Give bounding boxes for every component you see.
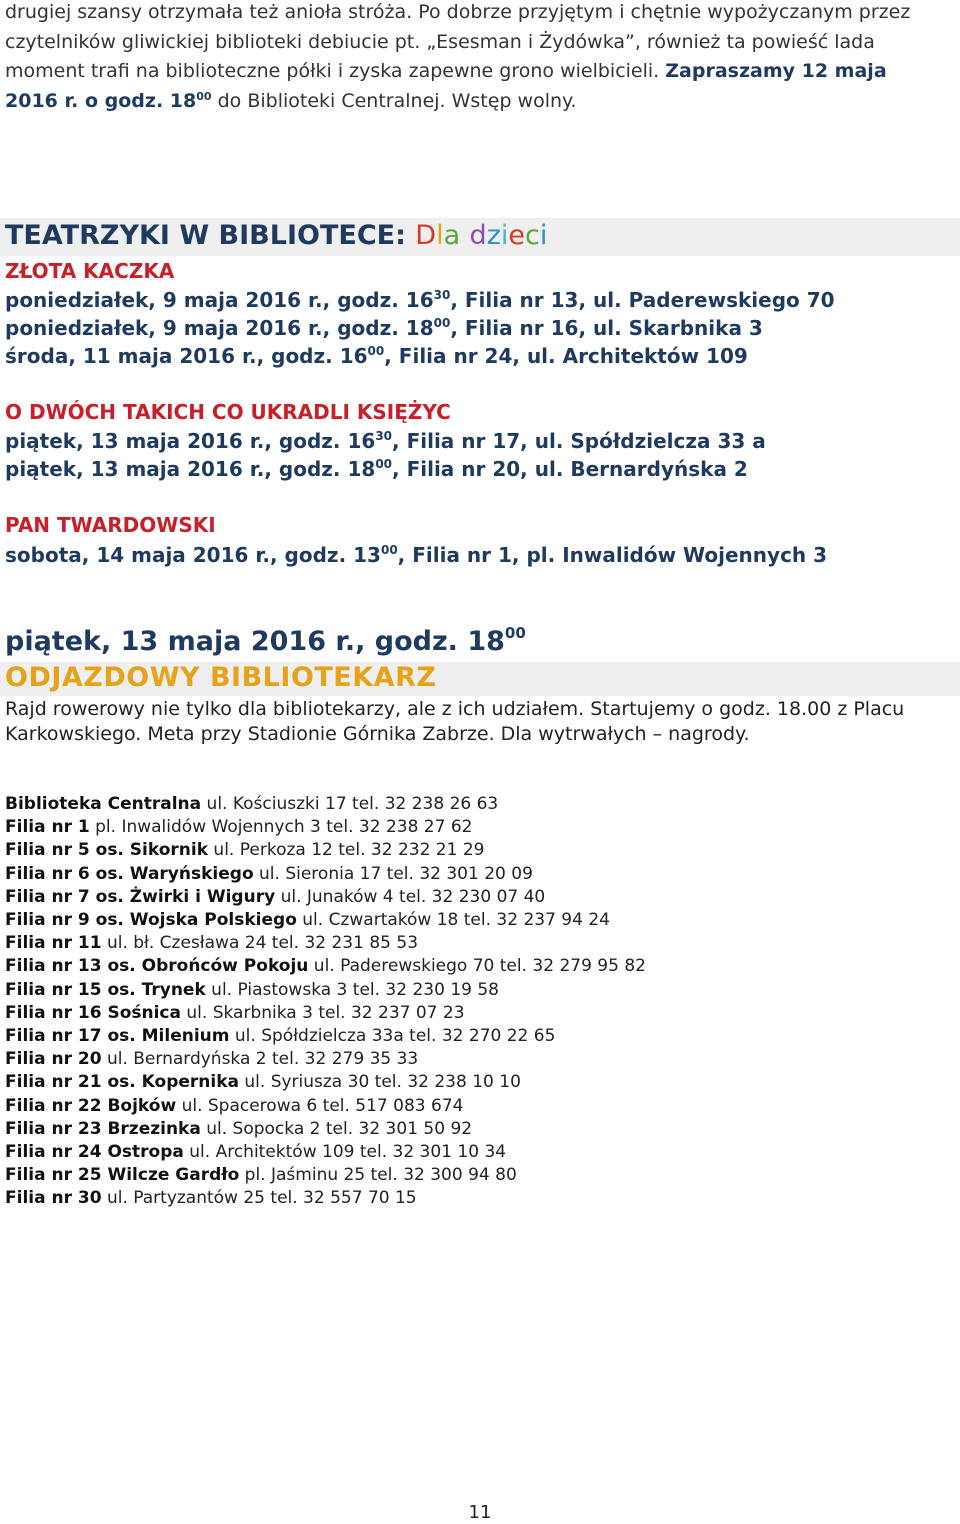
branch-details: ul. Spacerowa 6 tel. 517 083 674 bbox=[176, 1095, 464, 1116]
intro-text: do Biblioteki Centralnej. Wstęp wolny. bbox=[211, 89, 577, 112]
branch-name: Filia nr 9 os. Wojska Polskiego bbox=[5, 910, 297, 931]
address-row bbox=[5, 1095, 646, 1118]
branch-details: ul. Syriusza 30 tel. 32 238 10 10 bbox=[238, 1072, 521, 1093]
play-title: O DWÓCH TAKICH CO UKRADLI KSIĘŻYC bbox=[5, 400, 451, 424]
address-row bbox=[5, 1164, 646, 1187]
section-title-theatre bbox=[5, 220, 547, 251]
colored-letter: a bbox=[443, 220, 461, 251]
colored-letter: l bbox=[436, 220, 444, 251]
event-minutes: 00 bbox=[367, 344, 385, 358]
event-line bbox=[5, 286, 835, 314]
branch-details: ul. Spółdzielcza 33a tel. 32 270 22 65 bbox=[229, 1026, 556, 1047]
branch-name: Filia nr 21 os. Kopernika bbox=[5, 1072, 239, 1093]
branch-name: Filia nr 25 Wilcze Gardło bbox=[5, 1165, 240, 1186]
branch-name: Filia nr 24 Ostropa bbox=[5, 1142, 184, 1163]
colored-letter: D bbox=[415, 220, 437, 251]
address-row bbox=[5, 932, 646, 955]
intro-line bbox=[5, 87, 910, 117]
invitation-time-sup: 00 bbox=[196, 89, 212, 103]
address-row bbox=[5, 1002, 646, 1025]
address-row bbox=[5, 1118, 646, 1141]
branch-details: ul. Bernardyńska 2 tel. 32 279 35 33 bbox=[101, 1049, 419, 1070]
branch-details: ul. Junaków 4 tel. 32 230 07 40 bbox=[275, 886, 546, 907]
branch-details: ul. Paderewskiego 70 tel. 32 279 95 82 bbox=[308, 956, 646, 977]
branch-name: Filia nr 15 os. Trynek bbox=[5, 979, 206, 1000]
address-row bbox=[5, 979, 646, 1002]
branch-details: ul. Sopocka 2 tel. 32 301 50 92 bbox=[200, 1118, 473, 1139]
colored-letter: c bbox=[525, 220, 540, 251]
address-row bbox=[5, 909, 646, 932]
event-minutes: 00 bbox=[433, 316, 451, 330]
colored-letter: d bbox=[469, 220, 487, 251]
address-row bbox=[5, 1187, 646, 1210]
event-venue: , Filia nr 1, pl. Inwalidów Wojennych 3 bbox=[397, 543, 828, 567]
branch-name: Filia nr 20 bbox=[5, 1049, 102, 1070]
colored-letter: i bbox=[539, 220, 548, 251]
branch-details: ul. Piastowska 3 tel. 32 230 19 58 bbox=[205, 979, 499, 1000]
branch-name: Filia nr 16 Sośnica bbox=[5, 1002, 181, 1023]
colored-letter bbox=[460, 220, 469, 251]
rally-date-text: piątek, 13 maja 2016 r., godz. 18 bbox=[5, 626, 505, 657]
rally-description bbox=[5, 697, 904, 747]
rally-date bbox=[5, 626, 526, 657]
event-line bbox=[5, 541, 827, 569]
event-minutes: 00 bbox=[375, 457, 393, 471]
branch-details: ul. Skarbnika 3 tel. 32 237 07 23 bbox=[181, 1002, 465, 1023]
branch-name: Filia nr 13 os. Obrońców Pokoju bbox=[5, 956, 309, 977]
library-address-list bbox=[5, 793, 646, 1211]
address-row bbox=[5, 1071, 646, 1094]
branch-details: ul. Czwartaków 18 tel. 32 237 94 24 bbox=[296, 910, 610, 931]
event-minutes: 00 bbox=[380, 543, 398, 557]
branch-details: ul. Sieronia 17 tel. 32 301 20 09 bbox=[253, 863, 533, 884]
event-line bbox=[5, 455, 748, 483]
rally-desc-line: Karkowskiego. Meta przy Stadionie Górnika Zabrze. Dla wytrwałych – nagrody. bbox=[5, 723, 750, 745]
address-row bbox=[5, 886, 646, 909]
branch-name: Filia nr 7 os. Żwirki i Wigury bbox=[5, 886, 276, 907]
branch-name: Filia nr 30 bbox=[5, 1188, 102, 1209]
event-minutes: 30 bbox=[433, 288, 451, 302]
intro-text: moment trafi na biblioteczne półki i zyska zapewne grono wielbicieli. bbox=[5, 60, 666, 82]
branch-details: ul. Perkoza 12 tel. 32 232 21 29 bbox=[208, 840, 485, 861]
event-date: piątek, 13 maja 2016 r., godz. 18 bbox=[5, 457, 376, 481]
branch-name: Filia nr 23 Brzezinka bbox=[5, 1118, 201, 1139]
branch-name: Filia nr 5 os. Sikornik bbox=[5, 840, 209, 861]
colored-letter: z bbox=[486, 220, 501, 251]
event-line bbox=[5, 314, 763, 342]
rally-time-sup: 00 bbox=[504, 624, 526, 642]
page-number: 11 bbox=[468, 1502, 492, 1523]
branch-name: Biblioteka Centralna bbox=[5, 794, 202, 814]
address-row bbox=[5, 955, 646, 978]
play-title: PAN TWARDOWSKI bbox=[5, 513, 216, 537]
branch-details: ul. bł. Czesława 24 tel. 32 231 85 53 bbox=[101, 933, 419, 954]
address-row bbox=[5, 1141, 646, 1164]
event-venue: , Filia nr 16, ul. Skarbnika 3 bbox=[450, 316, 763, 340]
branch-name: Filia nr 11 bbox=[5, 933, 102, 954]
event-venue: , Filia nr 13, ul. Paderewskiego 70 bbox=[450, 288, 835, 312]
address-row bbox=[5, 1048, 646, 1071]
branch-name: Filia nr 22 Bojków bbox=[5, 1095, 177, 1116]
intro-paragraph bbox=[5, 0, 910, 116]
branch-details: ul. Partyzantów 25 tel. 32 557 70 15 bbox=[101, 1188, 417, 1209]
colored-letter: e bbox=[508, 220, 526, 251]
rally-title: ODJAZDOWY BIBLIOTEKARZ bbox=[5, 662, 437, 693]
colored-letter: i bbox=[500, 220, 509, 251]
event-date: sobota, 14 maja 2016 r., godz. 13 bbox=[5, 543, 381, 567]
intro-line: czytelników gliwickiej biblioteki debiucie pt. „Esesman i Żydówka”, również ta powieść lada bbox=[5, 30, 875, 53]
address-row bbox=[5, 839, 646, 862]
event-line bbox=[5, 427, 766, 455]
branch-details: ul. Kościuszki 17 tel. 32 238 26 63 bbox=[201, 794, 499, 814]
event-line bbox=[5, 342, 748, 370]
branch-details: pl. Jaśminu 25 tel. 32 300 94 80 bbox=[239, 1165, 517, 1186]
event-date: środa, 11 maja 2016 r., godz. 16 bbox=[5, 344, 368, 368]
section-title-prefix: TEATRZYKI W BIBLIOTECE: bbox=[5, 220, 416, 251]
branch-details: pl. Inwalidów Wojennych 3 tel. 32 238 27 62 bbox=[89, 817, 473, 838]
branch-name: Filia nr 6 os. Waryńskiego bbox=[5, 863, 254, 884]
event-venue: , Filia nr 20, ul. Bernardyńska 2 bbox=[392, 457, 748, 481]
rally-desc-line: Rajd rowerowy nie tylko dla bibliotekarzy, ale z ich udziałem. Startujemy o godz. 18.00 z Placu bbox=[5, 698, 905, 720]
address-row bbox=[5, 1025, 646, 1048]
branch-name: Filia nr 1 bbox=[5, 817, 90, 838]
event-date: poniedziałek, 9 maja 2016 r., godz. 16 bbox=[5, 288, 434, 312]
event-date: piątek, 13 maja 2016 r., godz. 16 bbox=[5, 429, 376, 453]
invitation-date: 2016 r. o godz. 18 bbox=[5, 89, 197, 112]
intro-line bbox=[5, 57, 910, 87]
branch-details: ul. Architektów 109 tel. 32 301 10 34 bbox=[183, 1142, 507, 1163]
invitation-highlight: Zapraszamy 12 maja bbox=[665, 60, 887, 82]
branch-name: Filia nr 17 os. Milenium bbox=[5, 1026, 230, 1047]
address-row bbox=[5, 816, 646, 839]
event-venue: , Filia nr 17, ul. Spółdzielcza 33 a bbox=[392, 429, 766, 453]
event-date: poniedziałek, 9 maja 2016 r., godz. 18 bbox=[5, 316, 434, 340]
event-venue: , Filia nr 24, ul. Architektów 109 bbox=[384, 344, 748, 368]
event-minutes: 30 bbox=[375, 429, 393, 443]
play-title: ZŁOTA KACZKA bbox=[5, 259, 175, 283]
address-row bbox=[5, 793, 646, 816]
intro-line: drugiej szansy otrzymała też anioła stróża. Po dobrze przyjętym i chętnie wypożyczanym przez bbox=[5, 1, 911, 23]
address-row bbox=[5, 863, 646, 886]
